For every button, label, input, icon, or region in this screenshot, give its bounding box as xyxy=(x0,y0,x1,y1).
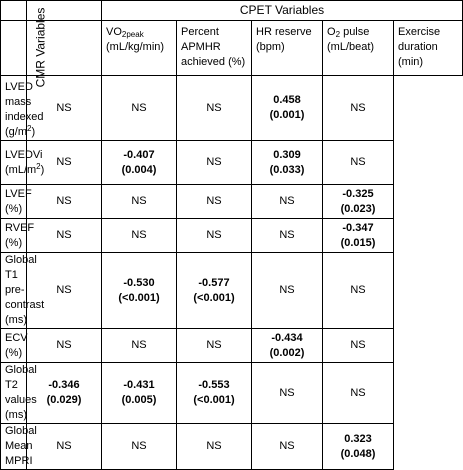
cell-p-value: (<0.001) xyxy=(193,291,235,304)
row-label xyxy=(1,76,44,141)
column-header-apmhr: Percent APMHR achieved (%) xyxy=(177,21,252,76)
table-cell xyxy=(177,363,252,424)
cmr-variables-label: CMR Variables xyxy=(33,7,48,88)
table-cell xyxy=(27,363,102,424)
table-cell xyxy=(252,219,323,253)
cell-value: NS xyxy=(350,156,366,168)
table-row xyxy=(1,185,463,219)
cell-value: NS xyxy=(131,440,147,452)
table-row xyxy=(1,141,463,185)
table-cell xyxy=(27,253,102,329)
table-cell xyxy=(102,424,177,470)
cell-p-value: (0.023) xyxy=(340,202,376,215)
table-cell xyxy=(177,76,252,141)
cell-value: -0.577 xyxy=(198,276,230,289)
cell-value: NS xyxy=(279,195,295,207)
row-label-text: LVEDVi (mL/m xyxy=(5,148,43,176)
cell-p-value: (0.001) xyxy=(269,109,305,121)
cell-value: 0.323 xyxy=(344,432,372,445)
cell-value: NS xyxy=(206,101,222,114)
cell-value: -0.325 xyxy=(342,187,374,200)
cmr-variables-header xyxy=(1,7,48,88)
vo2-sub: 2peak xyxy=(121,30,144,39)
table-cell xyxy=(252,185,323,219)
table-cell xyxy=(323,141,394,185)
cell-value: -0.346 xyxy=(48,379,80,391)
table-cell xyxy=(323,185,394,219)
row-label xyxy=(1,141,45,185)
row-label: RVEF (%) xyxy=(1,219,27,253)
column-header-o2-pulse xyxy=(323,21,394,76)
cell-value: -0.347 xyxy=(342,221,374,234)
table-cell xyxy=(102,185,177,219)
table-cell xyxy=(177,329,252,363)
cell-value: NS xyxy=(206,195,222,207)
cell-value: NS xyxy=(131,229,147,241)
row-label-suffix: ) xyxy=(40,163,45,176)
cell-value: NS xyxy=(56,195,72,207)
cell-value: NS xyxy=(279,229,295,241)
cell-value: NS xyxy=(56,156,72,168)
column-header-hr-reserve: HR reserve (bpm) xyxy=(252,21,323,76)
cell-value: NS xyxy=(206,156,222,168)
cell-value: NS xyxy=(131,195,147,207)
table-cell xyxy=(102,253,177,329)
table-row xyxy=(1,253,463,329)
row-label-superscript: 2 xyxy=(27,124,32,133)
table-cell xyxy=(323,76,394,141)
table-row xyxy=(1,424,463,470)
header-row-columns xyxy=(1,21,463,76)
cell-value: NS xyxy=(350,284,366,296)
vo2-main: VO xyxy=(106,26,122,38)
table-cell xyxy=(252,329,323,363)
table-cell xyxy=(323,253,394,329)
cell-value: -0.434 xyxy=(271,331,303,344)
table-cell xyxy=(102,76,177,141)
table-cell xyxy=(27,185,102,219)
row-label-text: LVED mass indexed (g/m xyxy=(5,81,44,138)
table-cell xyxy=(252,424,323,470)
cell-value: NS xyxy=(206,229,222,241)
cell-value: NS xyxy=(350,339,366,351)
cell-value: NS xyxy=(56,284,72,296)
cell-p-value: (<0.001) xyxy=(193,394,235,406)
cell-value: NS xyxy=(350,101,366,114)
row-label: Global Mean MPRI xyxy=(1,424,27,470)
cell-value: NS xyxy=(131,101,147,114)
table-cell xyxy=(323,363,394,424)
column-header-vo2peak xyxy=(102,21,177,76)
cell-value: 0.309 xyxy=(273,148,301,161)
table-cell xyxy=(102,219,177,253)
o2-sub: 2 xyxy=(335,30,341,39)
table-cell xyxy=(102,363,177,424)
table-cell xyxy=(252,141,323,185)
cell-value: 0.458 xyxy=(273,94,301,106)
cell-p-value: (0.015) xyxy=(340,236,376,249)
cell-value: NS xyxy=(56,101,72,114)
cell-value: NS xyxy=(56,229,72,241)
cell-value: NS xyxy=(350,386,366,399)
cell-value: NS xyxy=(279,284,295,296)
cell-value: NS xyxy=(279,440,295,452)
o2-main: O xyxy=(327,26,336,38)
vo2-unit: (mL/kg/min) xyxy=(106,41,165,53)
cell-p-value: (<0.001) xyxy=(118,291,160,304)
table-cell xyxy=(177,424,252,470)
cell-p-value: (0.004) xyxy=(121,163,157,176)
table-cell xyxy=(252,76,323,141)
row-label-superscript: 2 xyxy=(36,161,41,171)
cell-value: -0.553 xyxy=(198,379,230,391)
cell-p-value: (0.005) xyxy=(121,394,157,406)
table-row xyxy=(1,329,463,363)
cell-value: NS xyxy=(56,440,72,452)
table-cell xyxy=(102,329,177,363)
row-label: Global T2 values (ms) xyxy=(1,363,27,424)
table-cell xyxy=(323,424,394,470)
cell-value: NS xyxy=(131,339,147,351)
table-cell xyxy=(27,329,102,363)
table-cell xyxy=(323,329,394,363)
cell-p-value: (0.029) xyxy=(46,394,82,406)
table-cell xyxy=(102,141,177,185)
table-cell xyxy=(177,253,252,329)
table-cell xyxy=(27,219,102,253)
table-cell xyxy=(177,141,252,185)
cell-p-value: (0.048) xyxy=(340,447,376,460)
table-cell xyxy=(177,219,252,253)
row-label-suffix: ) xyxy=(31,126,36,138)
table-cell xyxy=(323,219,394,253)
header-row-top xyxy=(1,1,463,21)
o2-rest: pulse (mL/beat) xyxy=(327,26,375,53)
cell-value: -0.431 xyxy=(123,379,155,391)
cell-value: NS xyxy=(206,440,222,452)
cell-value: -0.407 xyxy=(123,148,155,161)
corner-cell xyxy=(1,1,27,21)
table-cell xyxy=(27,424,102,470)
row-label: ECV (%) xyxy=(1,329,27,363)
table-cell xyxy=(252,363,323,424)
table-row xyxy=(1,363,463,424)
table-cell xyxy=(252,253,323,329)
cell-value: NS xyxy=(56,339,72,351)
cell-p-value: (0.002) xyxy=(269,346,305,359)
table-cell xyxy=(177,185,252,219)
cell-value: NS xyxy=(279,386,295,399)
table-row xyxy=(1,76,463,141)
cell-p-value: (0.033) xyxy=(269,163,305,176)
row-label: LVEF (%) xyxy=(1,185,27,219)
cpet-variables-header: CPET Variables xyxy=(102,1,463,21)
cell-value: -0.530 xyxy=(123,276,155,289)
cell-value: NS xyxy=(206,339,222,351)
row-label: Global T1 pre-contrast (ms) xyxy=(1,253,27,329)
column-header-exercise-duration: Exercise duration (min) xyxy=(394,21,463,76)
table-row xyxy=(1,219,463,253)
